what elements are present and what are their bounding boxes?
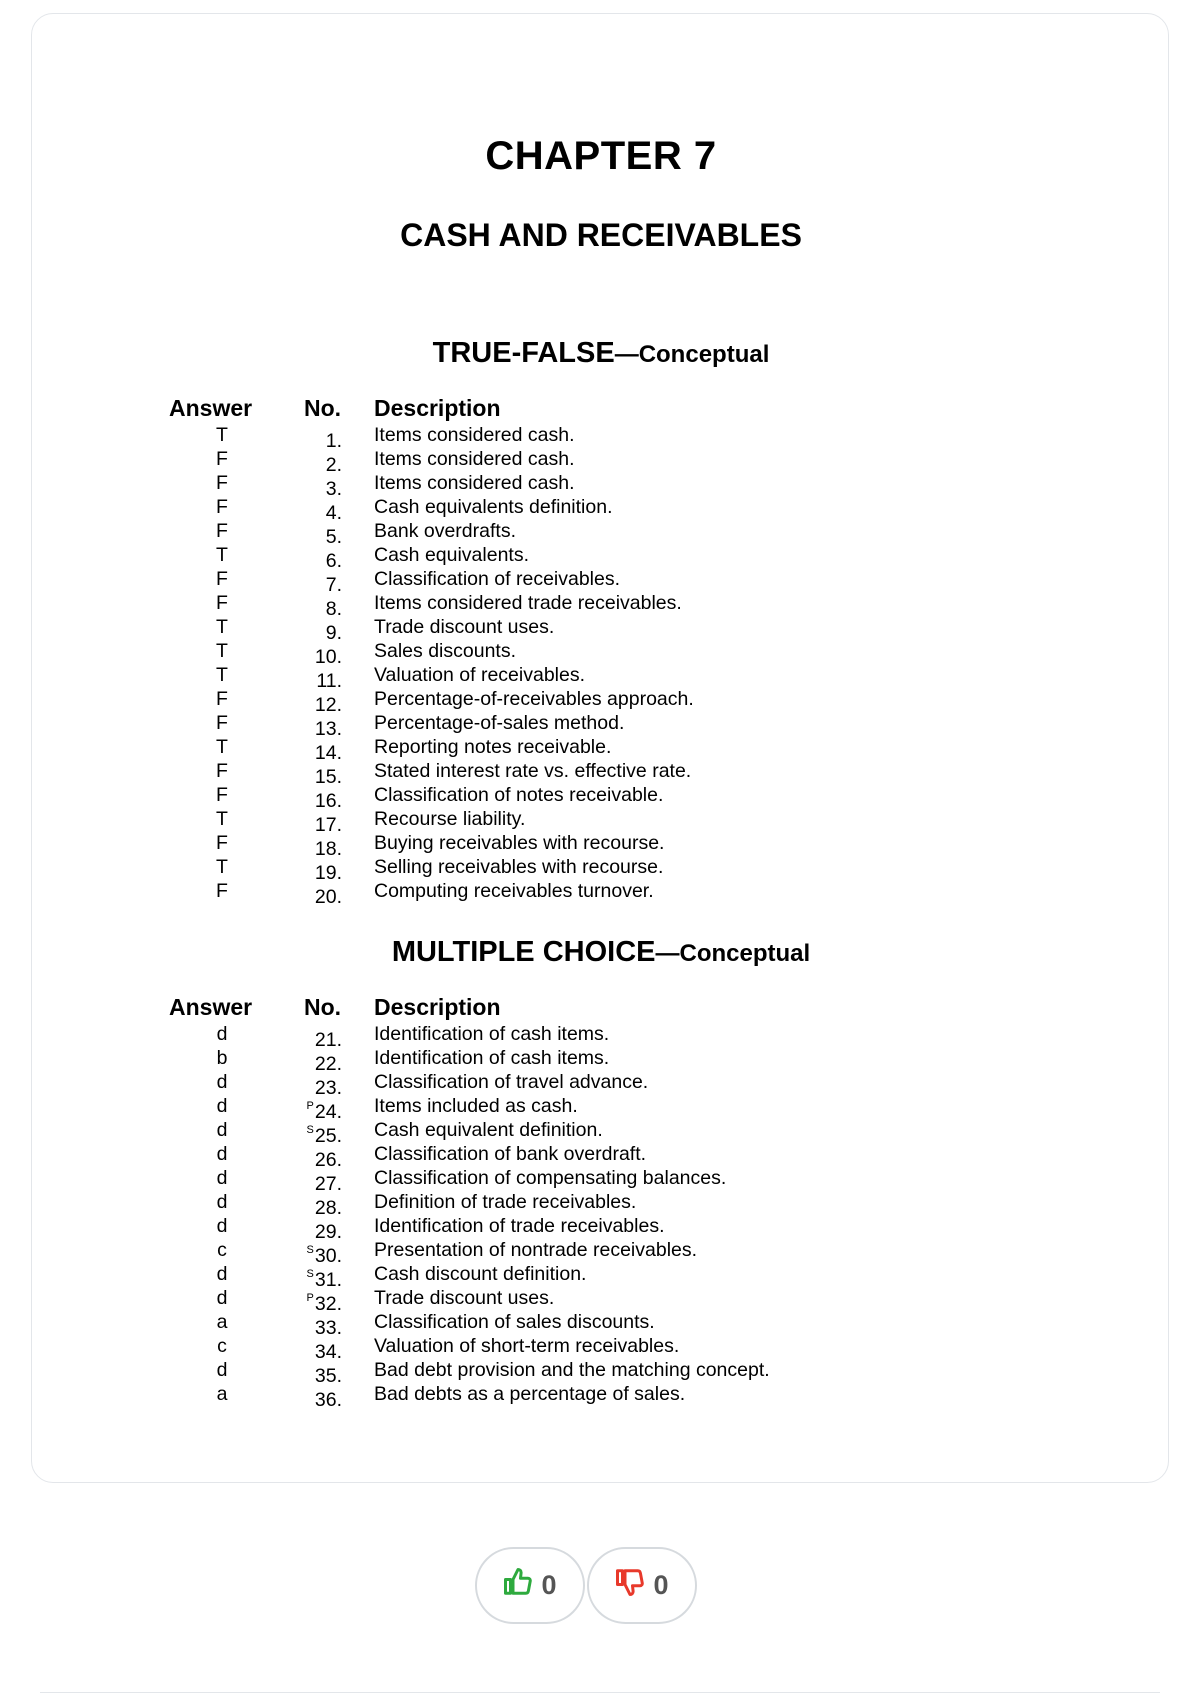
description-cell: Reporting notes receivable. — [374, 736, 612, 758]
answer-cell: c — [217, 1239, 227, 1261]
table-row — [32, 831, 1170, 860]
document-page — [31, 13, 1169, 1483]
question-number: 13. — [314, 718, 342, 740]
table-row — [32, 1190, 1170, 1219]
multiple-choice-rows — [32, 1022, 1170, 1411]
table-header — [32, 395, 1170, 423]
description-cell: Classification of travel advance. — [374, 1071, 649, 1093]
question-number: 8. — [325, 598, 342, 620]
description-cell: Valuation of short-term receivables. — [374, 1335, 680, 1357]
question-number: 34. — [314, 1341, 342, 1363]
answer-cell: T — [216, 544, 228, 566]
description-cell: Items considered cash. — [374, 424, 575, 446]
table-row — [32, 471, 1170, 500]
table-row — [32, 663, 1170, 692]
answer-cell: d — [216, 1023, 228, 1045]
table-row — [32, 447, 1170, 476]
table-row — [32, 855, 1170, 884]
table-row — [32, 567, 1170, 596]
question-number: 16. — [314, 790, 342, 812]
question-number: 31. — [314, 1269, 342, 1291]
multiple-choice-section-title — [32, 936, 1170, 969]
downvote-button[interactable] — [587, 1547, 697, 1624]
question-number: 23. — [314, 1077, 342, 1099]
answer-cell: F — [216, 712, 228, 734]
question-number: 9. — [325, 622, 342, 644]
question-number: 26. — [314, 1149, 342, 1171]
chapter-title: CHAPTER 7 — [485, 134, 717, 178]
description-cell: Stated interest rate vs. effective rate. — [374, 760, 692, 782]
answer-cell: F — [216, 496, 228, 518]
table-row — [32, 711, 1170, 740]
question-number: 25. — [314, 1125, 342, 1147]
table-row — [32, 1166, 1170, 1195]
answer-cell: d — [216, 1263, 228, 1285]
answer-cell: d — [216, 1095, 228, 1117]
table-header — [32, 994, 1170, 1022]
answer-cell: F — [216, 472, 228, 494]
table-row — [32, 1286, 1170, 1315]
question-source-marker: P — [306, 1292, 314, 1304]
question-number: 5. — [325, 526, 342, 548]
description-cell: Trade discount uses. — [374, 1287, 555, 1309]
question-number: 4. — [325, 502, 342, 524]
description-cell: Cash equivalents definition. — [374, 496, 613, 518]
question-number: 6. — [325, 550, 342, 572]
table-row — [32, 639, 1170, 668]
description-cell: Percentage-of-receivables approach. — [374, 688, 694, 710]
question-source-marker: P — [306, 1100, 314, 1112]
answer-cell: F — [216, 568, 228, 590]
answer-cell: a — [216, 1311, 228, 1333]
thumbs-down-icon — [615, 1567, 645, 1604]
question-number: 20. — [314, 886, 342, 908]
upvote-button[interactable] — [475, 1547, 585, 1624]
answer-cell: b — [216, 1047, 228, 1069]
description-cell: Cash equivalents. — [374, 544, 530, 566]
description-cell: Buying receivables with recourse. — [374, 832, 665, 854]
answer-cell: T — [216, 664, 228, 686]
description-cell: Classification of sales discounts. — [374, 1311, 655, 1333]
table-row — [32, 591, 1170, 620]
table-row — [32, 687, 1170, 716]
description-cell: Classification of receivables. — [374, 568, 621, 590]
table-row — [32, 495, 1170, 524]
question-number: 28. — [314, 1197, 342, 1219]
table-row — [32, 1310, 1170, 1339]
answer-cell: c — [217, 1335, 227, 1357]
question-number: 14. — [314, 742, 342, 764]
answer-cell: T — [216, 424, 228, 446]
multiple-choice-table — [32, 994, 1170, 1411]
table-row — [32, 519, 1170, 548]
table-row — [32, 783, 1170, 812]
description-cell: Recourse liability. — [374, 808, 526, 830]
table-row — [32, 1142, 1170, 1171]
table-row — [32, 1214, 1170, 1243]
answer-cell: T — [216, 808, 228, 830]
description-cell: Percentage-of-sales method. — [374, 712, 625, 734]
question-number: 33. — [314, 1317, 342, 1339]
number-column-header: No. — [304, 395, 342, 421]
answer-cell: F — [216, 592, 228, 614]
question-number: 24. — [314, 1101, 342, 1123]
answer-cell: F — [216, 448, 228, 470]
description-cell: Identification of cash items. — [374, 1023, 610, 1045]
question-number: 11. — [316, 670, 342, 692]
description-column-header: Description — [374, 994, 501, 1020]
question-number: 30. — [314, 1245, 342, 1267]
table-row — [32, 807, 1170, 836]
answer-cell: F — [216, 760, 228, 782]
question-number: 32. — [314, 1293, 342, 1315]
question-source-marker: S — [306, 1244, 314, 1256]
question-number: 2. — [325, 454, 342, 476]
answer-cell: d — [216, 1215, 228, 1237]
answer-cell: F — [216, 688, 228, 710]
answer-cell: d — [216, 1287, 228, 1309]
answer-cell: T — [216, 640, 228, 662]
table-row — [32, 423, 1170, 452]
description-cell: Computing receivables turnover. — [374, 880, 654, 902]
answer-cell: T — [216, 856, 228, 878]
description-cell: Items considered cash. — [374, 472, 575, 494]
description-column-header: Description — [374, 395, 501, 421]
table-row — [32, 879, 1170, 908]
question-number: 17. — [314, 814, 342, 836]
question-number: 3. — [325, 478, 342, 500]
table-row — [32, 759, 1170, 788]
description-cell: Identification of trade receivables. — [374, 1215, 665, 1237]
question-number: 22. — [314, 1053, 342, 1075]
question-number: 10. — [314, 646, 342, 668]
table-row — [32, 543, 1170, 572]
upvote-count: 0 — [541, 1570, 557, 1600]
table-row — [32, 1358, 1170, 1387]
table-row — [32, 1070, 1170, 1099]
description-cell: Bad debts as a percentage of sales. — [374, 1383, 686, 1405]
description-cell: Classification of notes receivable. — [374, 784, 664, 806]
description-cell: Trade discount uses. — [374, 616, 555, 638]
description-cell: Classification of compensating balances. — [374, 1167, 727, 1189]
description-cell: Presentation of nontrade receivables. — [374, 1239, 698, 1261]
question-number: 36. — [314, 1389, 342, 1411]
vote-controls — [475, 1547, 700, 1628]
table-row — [32, 735, 1170, 764]
description-cell: Classification of bank overdraft. — [374, 1143, 647, 1165]
question-number: 21. — [314, 1029, 342, 1051]
answer-cell: d — [216, 1359, 228, 1381]
question-number: 29. — [314, 1221, 342, 1243]
question-number: 7. — [325, 574, 342, 596]
answer-cell: F — [216, 880, 228, 902]
question-number: 15. — [314, 766, 342, 788]
description-cell: Valuation of receivables. — [374, 664, 586, 686]
description-cell: Items considered cash. — [374, 448, 575, 470]
table-row — [32, 1262, 1170, 1291]
true-false-table — [32, 395, 1170, 908]
chapter-subtitle: CASH AND RECEIVABLES — [400, 217, 802, 253]
description-cell: Bad debt provision and the matching concept. — [374, 1359, 770, 1381]
question-number: 18. — [314, 838, 342, 860]
answer-cell: a — [216, 1383, 228, 1405]
description-cell: Definition of trade receivables. — [374, 1191, 637, 1213]
description-cell: Bank overdrafts. — [374, 520, 516, 542]
answer-cell: F — [216, 784, 228, 806]
downvote-count: 0 — [653, 1570, 669, 1600]
answer-cell: d — [216, 1071, 228, 1093]
answer-column-header: Answer — [169, 395, 253, 421]
thumbs-up-icon — [503, 1567, 533, 1604]
table-row — [32, 1094, 1170, 1123]
number-cell — [282, 879, 342, 909]
question-number: 35. — [314, 1365, 342, 1387]
description-cell: Selling receivables with recourse. — [374, 856, 664, 878]
question-number: 19. — [314, 862, 342, 884]
question-number: 1. — [325, 430, 342, 452]
answer-cell: F — [216, 520, 228, 542]
answer-cell: d — [216, 1119, 228, 1141]
description-cell: Cash equivalent definition. — [374, 1119, 603, 1141]
number-column-header: No. — [304, 994, 342, 1020]
answer-cell: T — [216, 736, 228, 758]
table-row — [32, 1046, 1170, 1075]
description-cell: Items included as cash. — [374, 1095, 578, 1117]
number-cell — [282, 1382, 342, 1412]
table-row — [32, 1334, 1170, 1363]
description-cell: Items considered trade receivables. — [374, 592, 682, 614]
table-row — [32, 1382, 1170, 1411]
answer-cell: d — [216, 1143, 228, 1165]
answer-cell: F — [216, 832, 228, 854]
description-cell: Sales discounts. — [374, 640, 516, 662]
table-row — [32, 615, 1170, 644]
section-title-suffix: —Conceptual — [655, 940, 811, 967]
true-false-rows — [32, 423, 1170, 908]
question-source-marker: S — [306, 1268, 314, 1280]
section-title-suffix: —Conceptual — [614, 341, 770, 368]
question-number: 27. — [314, 1173, 342, 1195]
answer-cell: d — [216, 1167, 228, 1189]
answer-cell: d — [216, 1191, 228, 1213]
table-row — [32, 1238, 1170, 1267]
answer-cell: T — [216, 616, 228, 638]
answer-column-header: Answer — [169, 994, 253, 1020]
question-source-marker: S — [306, 1124, 314, 1136]
table-row — [32, 1022, 1170, 1051]
footer-divider — [40, 1692, 1160, 1693]
true-false-section-title — [32, 337, 1170, 370]
section-title-main: TRUE-FALSE — [432, 337, 615, 369]
section-title-main: MULTIPLE CHOICE — [391, 936, 656, 968]
description-cell: Cash discount definition. — [374, 1263, 587, 1285]
table-row — [32, 1118, 1170, 1147]
description-cell: Identification of cash items. — [374, 1047, 610, 1069]
question-number: 12. — [314, 694, 342, 716]
